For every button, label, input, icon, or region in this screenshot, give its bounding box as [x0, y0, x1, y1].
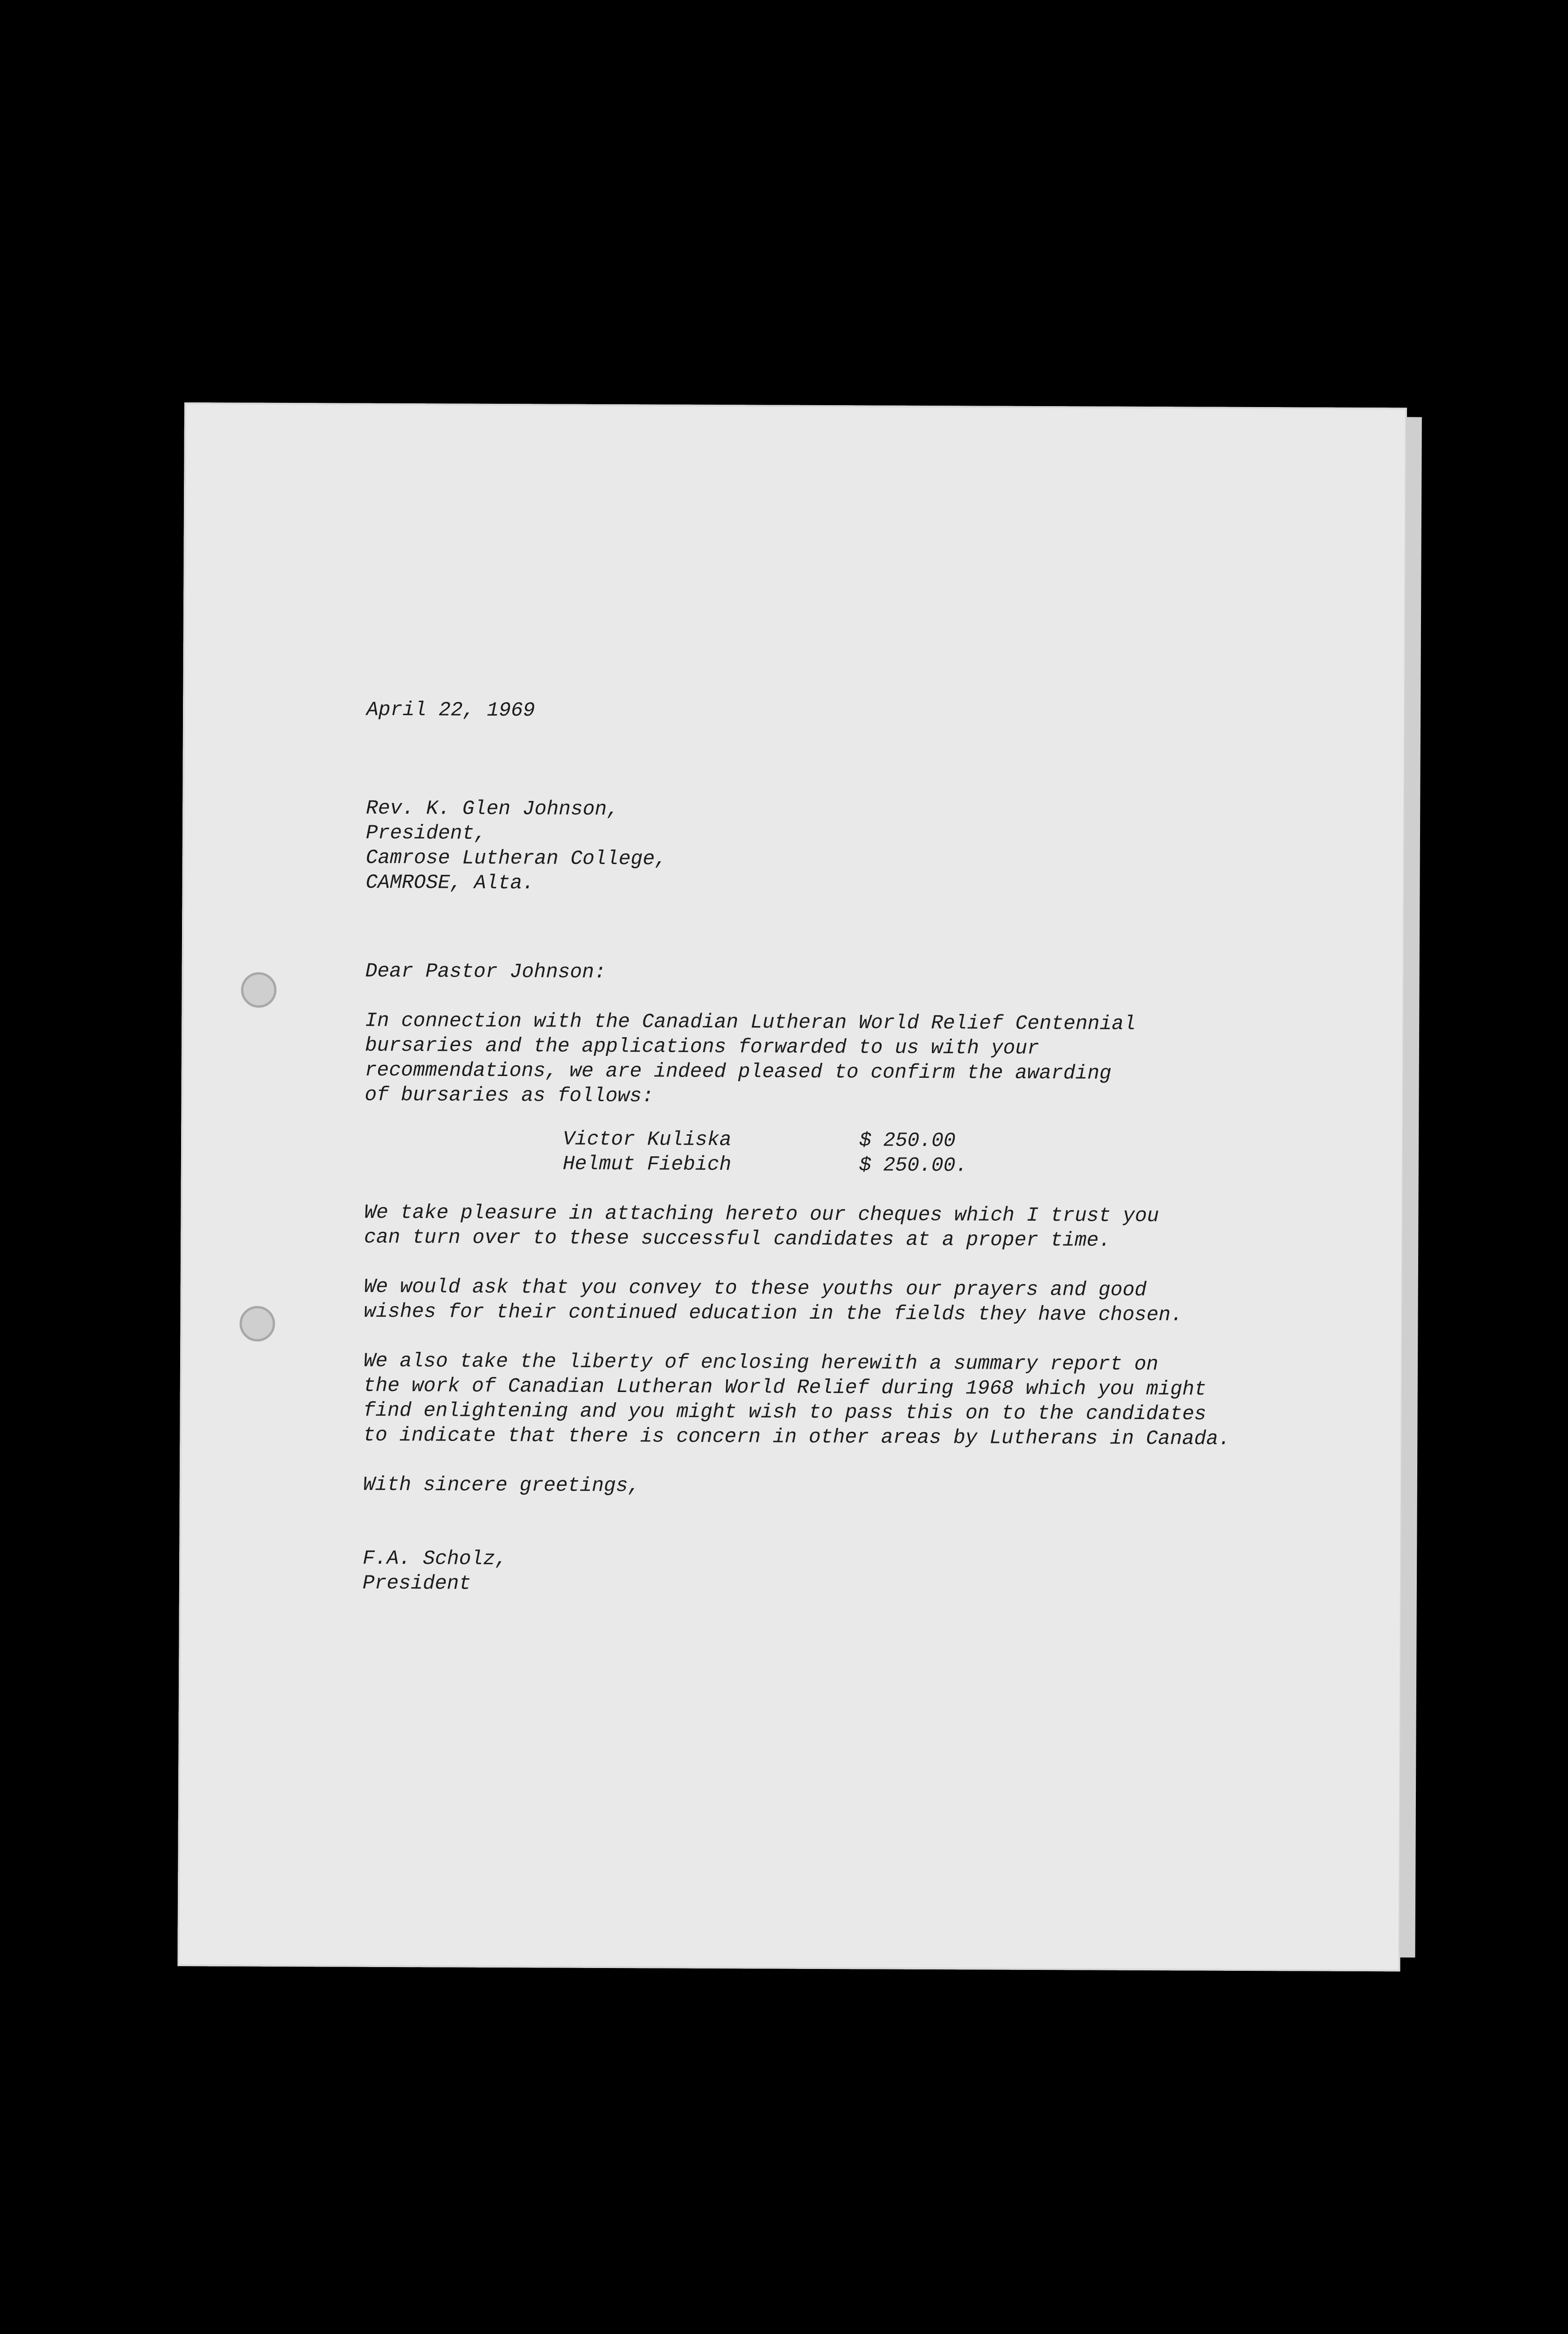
paragraph-line: to indicate that there is concern in other areas by Lutherans in Canada.: [363, 1423, 1231, 1450]
signature-title: President: [362, 1571, 471, 1595]
page-edge: [1399, 417, 1421, 1957]
bursary-amount: $ 250.00.: [859, 1153, 968, 1177]
paragraph-line: recommendations, we are indeed pleased to confirm the awarding: [364, 1058, 1112, 1085]
salutation: Dear Pastor Johnson:: [365, 959, 606, 984]
letter-body: [363, 697, 1323, 1600]
bursary-amount: $ 250.00: [859, 1129, 956, 1153]
punch-hole-top: [241, 972, 276, 1008]
paragraph-line: We would ask that you convey to these youths our prayers and good: [364, 1275, 1147, 1302]
signature-name: F.A. Scholz,: [363, 1547, 507, 1571]
closing: With sincere greetings,: [363, 1473, 640, 1497]
bursary-recipient-name: Victor Kuliska: [563, 1127, 732, 1152]
paragraph-1: [364, 1008, 1322, 1111]
paragraph-2: [364, 1200, 1321, 1254]
address-line: Camrose Lutheran College,: [365, 846, 667, 871]
address-line: CAMROSE, Alta.: [365, 871, 534, 895]
paragraph-line: can turn over to these successful candidates at a proper time.: [364, 1225, 1111, 1252]
punch-hole-bottom: [239, 1306, 275, 1342]
bursary-list: [563, 1127, 1321, 1180]
paragraph-line: We also take the liberty of enclosing herewith a summary report on: [363, 1349, 1159, 1376]
letter-page: [177, 402, 1407, 1971]
paragraph-line: In connection with the Canadian Lutheran World Relief Centennial: [365, 1009, 1136, 1035]
address-line: President,: [365, 821, 487, 845]
paragraph-line: the work of Canadian Lutheran World Relief during 1968 which you might: [363, 1374, 1207, 1401]
paragraph-line: find enlightening and you might wish to pass this on to the candidates: [363, 1399, 1206, 1426]
address-line: Rev. K. Glen Johnson,: [366, 796, 619, 821]
paragraph-line: wishes for their continued education in the fields they have chosen.: [364, 1300, 1183, 1327]
paragraph-line: of bursaries as follows:: [364, 1083, 654, 1108]
bursary-recipient-name: Helmut Fiebich: [562, 1152, 732, 1176]
paragraph-4: [363, 1349, 1320, 1452]
signature-block: [363, 1546, 1319, 1600]
paragraph-3: [364, 1274, 1320, 1328]
recipient-address: [365, 796, 1323, 899]
paragraph-line: bursaries and the applications forwarded to us with your: [364, 1033, 1040, 1060]
letter-date: April 22, 1969: [366, 698, 535, 722]
paragraph-line: We take pleasure in attaching hereto our cheques which I trust you: [364, 1201, 1159, 1228]
